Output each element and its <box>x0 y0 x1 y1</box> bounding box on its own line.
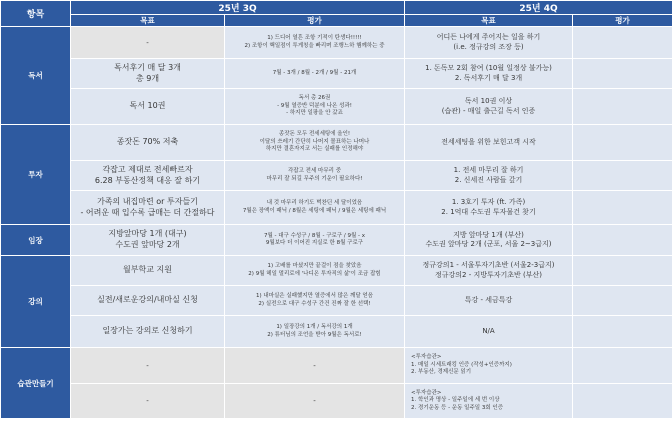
q4-goal-cell: 1. 전세 마무리 잘 하기 2. 신세진 사람들 갚기 <box>405 161 573 191</box>
q3-header: 25년 3Q <box>71 1 405 15</box>
q4-goal-cell: 1. 돈독모 2회 참여 (10월 일정상 불가능) 2. 독서후기 매 달 3개 <box>405 59 573 89</box>
q3-eval-cell: - <box>225 384 405 419</box>
q4-eval-cell <box>573 286 672 316</box>
table-row <box>1 125 672 161</box>
q3-eval-cell: 종잣돈 모두 전세세팅에 올인! 이달의 쓰레기 간단히 나머지 몰표하는 나머나 하지만 결혼자지코 서는 실패를 인정해야 <box>225 125 405 161</box>
table-row <box>1 27 672 59</box>
q3-goal-cell: 각잡고 제대로 전세빠르자 6.28 부동산정책 대응 잘 하기 <box>71 161 225 191</box>
q3-eval-cell: - <box>225 348 405 384</box>
table-row <box>1 286 672 316</box>
category-cell: 강의 <box>1 256 71 348</box>
table-row <box>1 256 672 286</box>
q4-eval-cell <box>573 225 672 256</box>
q4-eval-cell <box>573 191 672 225</box>
category-cell: 임장 <box>1 225 71 256</box>
q3-goal-cell: 실전/새로운강의/내마실 신청 <box>71 286 225 316</box>
q4-goal-cell: N/A <box>405 316 573 348</box>
q4-goal-cell: 어디든 나에게 주어지는 일을 하기 (i.e. 정규강의 조장 등) <box>405 27 573 59</box>
q3-eval-cell: 내 것 마무리 하기도 벅찬딘 세 달이었음 7월은 장액이 패닉 / 8월은 세팅에 패닉 / 9월은 세팅에 패닉 <box>225 191 405 225</box>
table-row <box>1 89 672 125</box>
q4-goal-cell: 정규강의1 - 서울투자기초반 (서울2-3급지) 정규강의2 - 지방투자기초반 (부산) <box>405 256 573 286</box>
category-cell: 투자 <box>1 125 71 225</box>
table-row <box>1 225 672 256</box>
q3-goal-cell: 독서 10권 <box>71 89 225 125</box>
q4-eval-cell <box>573 256 672 286</box>
category-cell: 습관만들기 <box>1 348 71 419</box>
q3-eval-header: 평가 <box>225 15 405 27</box>
q4-eval-cell <box>573 316 672 348</box>
q3-goal-cell: - <box>71 384 225 419</box>
q4-eval-cell <box>573 27 672 59</box>
q4-goal-cell: 전세세팅을 위한 보힌고객 시작 <box>405 125 573 161</box>
q3-eval-cell: 7월 - 대구 수성구 / 8월 - 구로구 / 9월 - x 9월보다 더 이어진 지실로 한 8월 구로구 <box>225 225 405 256</box>
q4-goal-cell: <투자습관> 1. 학인과 명상 - 일주일에 세 번 이상 2. 경기운동 등 - 운동 일주일 3회 인증 <box>405 384 573 419</box>
q3-eval-cell: 각잡고 전세 마무리 중 마무리 잘 되길 무주의 기운이 필요하다! <box>225 161 405 191</box>
q3-goal-header: 목표 <box>71 15 225 27</box>
q4-goal-header: 목표 <box>405 15 573 27</box>
q4-eval-cell <box>573 89 672 125</box>
q4-goal-cell: <투자습관> 1. 매일 시세트래킹 인증 (작성+인증까지) 2. 부동산, 경제신문 읽기 <box>405 348 573 384</box>
q3-eval-cell: 7월 - 3개 / 8월 - 2개 / 9월 - 21개 <box>225 59 405 89</box>
q3-goal-cell: 일장가는 강의로 신청하기 <box>71 316 225 348</box>
table-row <box>1 384 672 419</box>
q3-goal-cell: - <box>71 348 225 384</box>
category-cell: 독서 <box>1 27 71 125</box>
q4-goal-cell: 특강 - 세금특강 <box>405 286 573 316</box>
q4-eval-cell <box>573 384 672 419</box>
table-row <box>1 316 672 348</box>
table-row <box>1 348 672 384</box>
q4-eval-cell <box>573 161 672 191</box>
q3-eval-cell: 독서 총 26권 - 9월 열증반 덕분에 나온 성과! - 하지만 일팡을 안 갔죠 <box>225 89 405 125</box>
q4-eval-cell <box>573 348 672 384</box>
q3-eval-cell: 1) 드디어 열흔 조항 기적이 탄생다!!!!! 2) 조항이 핵일점이 투게칭을 빠리며 조행느하 햄께하는 중 <box>225 27 405 59</box>
q4-eval-cell <box>573 59 672 89</box>
q3-goal-cell: 지방앞마당 1개 (대구) 수도권 앞마당 2개 <box>71 225 225 256</box>
q4-goal-cell: 지방 앞마당 1개 (부산) 수도권 앞마당 2개 (군포, 서울 2~3급지) <box>405 225 573 256</box>
table-row <box>1 59 672 89</box>
q3-goal-cell: 종잣돈 70% 저축 <box>71 125 225 161</box>
q4-eval-cell <box>573 125 672 161</box>
q3-goal-cell: 가족의 내집마련 or 투자들기 - 어려운 때 입수록 급매는 더 간절하다 <box>71 191 225 225</box>
q3-goal-cell: 독서후기 매 달 3개 총 9개 <box>71 59 225 89</box>
category-header: 항목 <box>1 1 71 27</box>
q4-eval-header: 평가 <box>573 15 672 27</box>
q4-header: 25년 4Q <box>405 1 672 15</box>
q3-goal-cell: - <box>71 27 225 59</box>
table-row <box>1 191 672 225</box>
q4-goal-cell: 1. 3호기 투자 (ft. 가족) 2. 1억대 수도권 투자물건 찾기 <box>405 191 573 225</box>
q3-goal-cell: 월부학교 지원 <box>71 256 225 286</box>
q3-eval-cell: 1) 내마실은 실패했지만 열증에서 많은 깨달 얻음 2) 실전으로 대구 수성구 간건 진짜 잘 한 선택! <box>225 286 405 316</box>
q4-goal-cell: 독서 10권 이상 (습관) - 매일 출근길 독서 인증 <box>405 89 573 125</box>
q3-eval-cell: 1) 고배를 마셨지만 끝걸이 점을 찾았음 2) 9월 헤일 멀리로에 '나디온 투자직의 삶'이 조금 잡힘 <box>225 256 405 286</box>
q3-eval-cell: 1) 일장강의 1개 / 독서강의 1개 2) 튜터님의 조언을 받아 9월은 독서로! <box>225 316 405 348</box>
table-row <box>1 161 672 191</box>
